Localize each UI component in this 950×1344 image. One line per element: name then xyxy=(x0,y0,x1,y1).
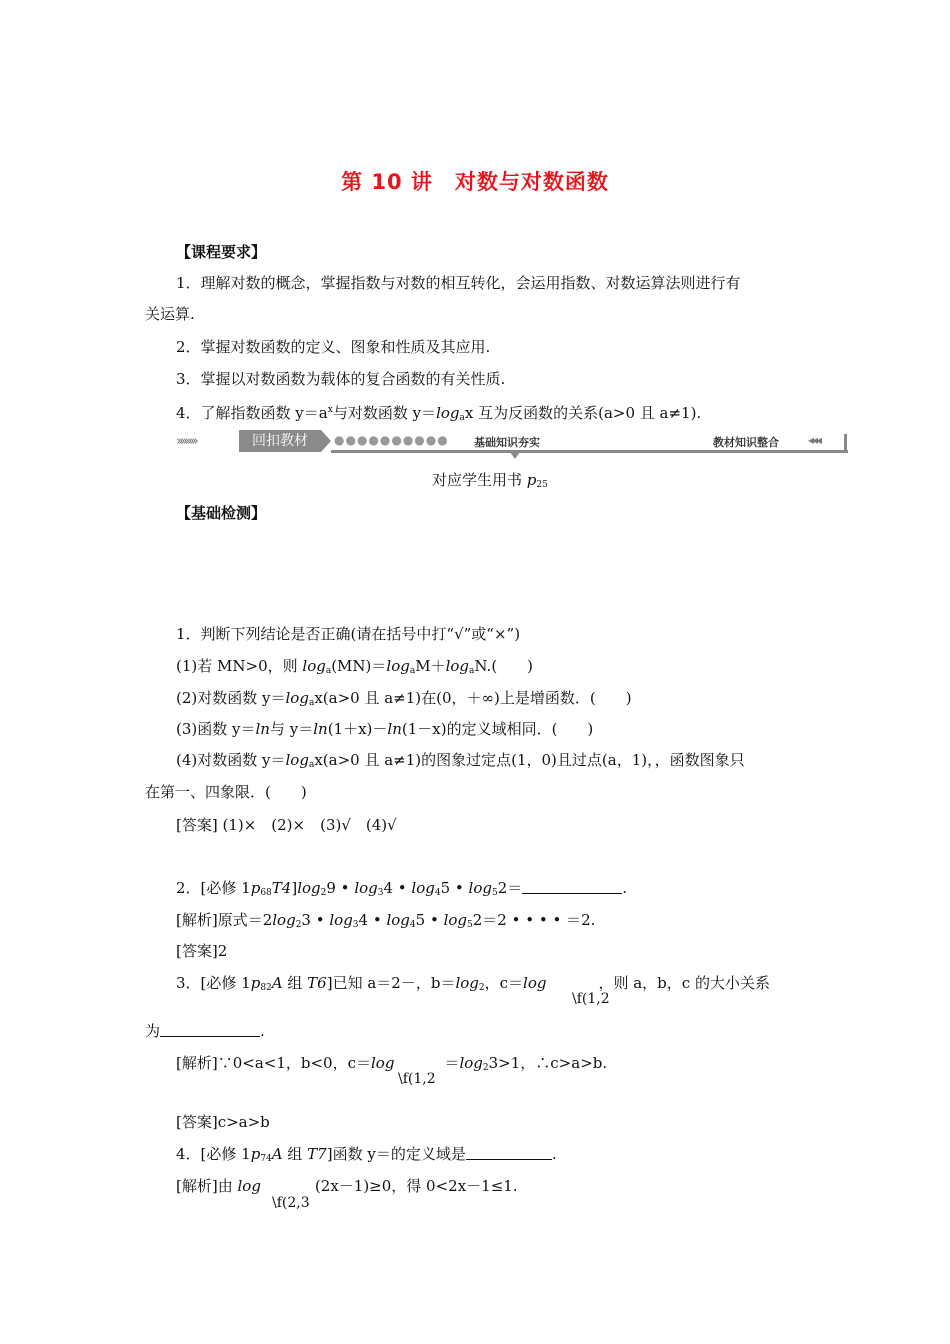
q3-answer: [答案]c>a>b xyxy=(176,1113,270,1131)
q1-item-4: (4)对数函数 $y=\log_ax(a>0$ 且 a≠1)的图象过定点(1，0)且过点(a，1)，，函数图象只 xyxy=(176,751,745,770)
q4-answer-blank xyxy=(466,1145,552,1160)
q1-item-2: (2)对数函数 $y=\log_ax(a>0$ 且 a≠1)在(0，＋∞)上是增函数．( ) xyxy=(176,689,632,708)
banner-endcap xyxy=(844,434,847,453)
page-reference: 对应学生用书 $p_{25}$ xyxy=(432,471,548,490)
banner-right-label: 教材知识整合 xyxy=(713,436,779,449)
q2-answer: [答案]2 xyxy=(176,942,228,960)
requirement-3: 3．掌握以对数函数为载体的复合函数的有关性质. xyxy=(176,370,506,388)
q4-analysis: [解析]由 log (2x－1)≥0，得 0<2x－1≤1. xyxy=(176,1177,518,1195)
requirement-1: 1．理解对数的概念，掌握指数与对数的相互转化，会运用指数、对数运算法则进行有 xyxy=(176,274,741,292)
q3-analysis-frac: \f(1,2 xyxy=(398,1071,436,1087)
q1-item-3: (3)函数 y＝ln与 y＝ln(1＋x)－ln(1－x)的定义域相同．( ) xyxy=(176,720,594,738)
q3-frac: \f(1,2 xyxy=(572,991,610,1007)
page-title: 第 10 讲 对数与对数函数 xyxy=(341,170,609,194)
requirements-heading: 【课程要求】 xyxy=(176,243,267,261)
banner-bar xyxy=(331,450,848,453)
banner-back-arrows-icon: ◂◂◂ xyxy=(808,433,821,447)
q1-item-1: (1)若 MN>0，则 $\log_a(MN)=\log_aM+\log_aN$.( ) xyxy=(176,657,534,676)
q3-stem-cont: 为 . xyxy=(145,1022,265,1040)
q3-answer-blank xyxy=(160,1022,260,1037)
q3-analysis: [解析]∵0<a<1，b<0，$c=\log =\log_23>1$，∴c>a>b. xyxy=(176,1054,608,1073)
q1-stem: 1．判断下列结论是否正确(请在括号中打“√”或“×”) xyxy=(176,625,521,643)
q2-stem: 2．[必修 $1p_{68}T4]\log_29$ • $\log_34$ • $\log_45$ • $\log_52=$ . xyxy=(176,879,628,898)
q3-stem: 3．[必修 $1p_{82}A$ 组 T6]已知 a＝2－，$b=\log_2$，c＝log ，则 a，b，c 的大小关系 xyxy=(176,974,770,993)
banner-pointer-icon xyxy=(510,452,520,459)
q4-stem: 4．[必修 $1p_{74}A$ 组 T7]函数 y＝的定义域是 . xyxy=(176,1145,557,1164)
banner-dots-icon: ●●●●●●●●●● xyxy=(334,433,449,447)
banner-tag: 回扣教材 xyxy=(239,430,321,452)
basic-check-heading: 【基础检测】 xyxy=(176,504,267,522)
q2-analysis: [解析]原式$=2\log_23$ • $\log_34$ • $\log_45$ • $\log_52=2$ • • • • ＝2. xyxy=(176,911,596,930)
q2-answer-blank xyxy=(522,879,622,894)
requirement-2: 2．掌握对数函数的定义、图象和性质及其应用. xyxy=(176,338,491,356)
section-banner xyxy=(176,430,848,454)
q1-answer: [答案] (1)× (2)× (3)√ (4)√ xyxy=(176,816,397,834)
banner-arrows-icon: ››››››››› xyxy=(176,434,196,449)
requirement-4: 4．了解指数函数 $y=a^x$与对数函数 $y=\log_ax$ 互为反函数的关系(a>0 且 a≠1). xyxy=(176,404,702,423)
requirement-1-cont: 关运算. xyxy=(145,305,195,323)
q4-frac: \f(2,3 xyxy=(272,1195,310,1211)
banner-center-label: 基础知识夯实 xyxy=(474,436,540,449)
q1-item-4-cont: 在第一、四象限．( ) xyxy=(145,783,307,801)
